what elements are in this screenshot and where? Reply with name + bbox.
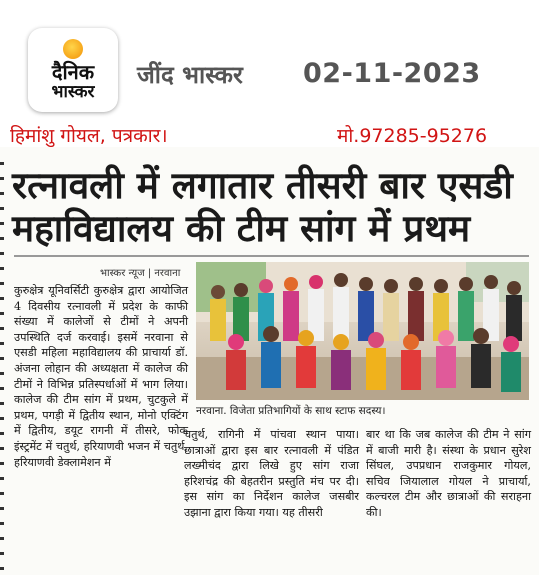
headline-line1: रत्नावली में लगातार तीसरी बार एसडी <box>12 164 513 207</box>
headline-rule <box>14 255 529 257</box>
dainik-bhaskar-logo <box>28 28 118 112</box>
paper-name: जींद भास्कर <box>137 61 243 89</box>
sun-icon <box>63 39 83 59</box>
article-column-1: कुरुक्षेत्र यूनिवर्सिटी कुरुक्षेत्र द्वारा आयोजित 4 दिवसीय रत्नावली में प्रदेश के काफी संख्या में कालेजों से टीमों ने अपनी उपस्थिति दर्ज करवाई। इसमें नरवाना से एसडी महिला महाविद्यालय की प्राचार्या डॉ. अंजना लोहान की अध्यक्षता में कालेज की टीमों ने विभिन्न प्रतिस्पर्धाओं में भाग लिया। कालेज की टीम सांग में प्रथम, चुटकुले में प्रथम, पगड़ी में द्वितीय स्थान, मोनो एक्टिंग में द्वितीय, डयूट रागनी में तीसरे, फोक इंस्ट्रमेंट में चतुर्थ, हरियाणवी भजन में चतुर्थ, हरियाणवी डेक्लामेशन में <box>14 284 188 469</box>
reporter-name: हिमांशु गोयल, पत्रकार। <box>10 125 168 147</box>
logo-line2: भास्कर <box>51 82 95 102</box>
group-photo <box>196 262 529 400</box>
logo-line1: दैनिक <box>51 60 95 84</box>
clipping-edge <box>0 150 4 570</box>
photo-caption: नरवाना. विजेता प्रतिभागियों के साथ स्टाफ सदस्य। <box>196 405 386 417</box>
article-column-3: बार था कि जब कालेज की टीम ने सांग में बाजी मारी है। संस्था के प्रधान सुरेश सिंघल, उपप्रधान राजकुमार गोयल, सचिव जियालाल गोयल ने प्राचार्या, कल्चरल टीम और छात्राओं की सराहना की। <box>366 428 531 519</box>
headline-line2: महाविद्यालय की टीम सांग में प्रथम <box>12 207 471 250</box>
group-photo-image <box>196 262 529 400</box>
article-column-2: चतुर्थ, रागिनी में पांचवा स्थान पाया। छात्राओं द्वारा इस बार रत्नावली में पंडित लख्मीचंद द्वारा लिखे हुए सांग राजा हरिशचंद्र की बेहतरीन प्रस्तुति मंच पर दी। इस सांग का निर्देशन कालेज जसबीर उझाना द्वारा किया गया। यह तीसरी <box>184 428 359 519</box>
byline: भास्कर न्यूज | नरवाना <box>100 268 181 279</box>
header <box>0 0 539 110</box>
edition-date: 02-11-2023 <box>303 58 481 89</box>
reporter-mobile: मो.97285-95276 <box>337 125 488 147</box>
